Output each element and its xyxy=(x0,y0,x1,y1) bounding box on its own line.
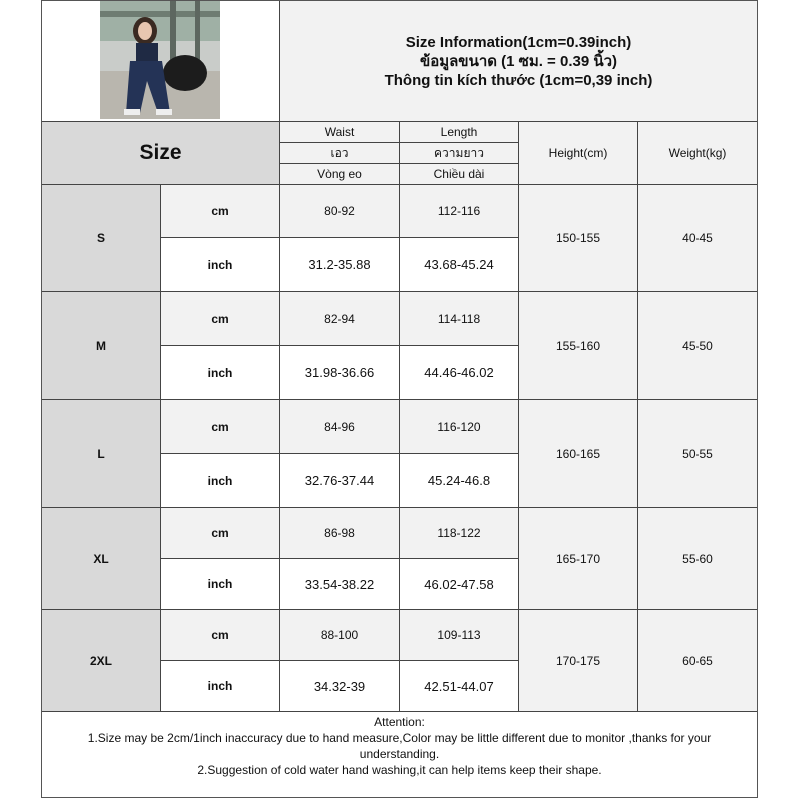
size-info-thai: ข้อมูลขนาด (1 ซม. = 0.39 นิ้ว) xyxy=(419,52,618,70)
size-cell-2xl: 2XL xyxy=(42,610,161,711)
size-info-vietnamese: Thông tin kích thước (1cm=0,39 inch) xyxy=(384,71,653,89)
unit-cm: cm xyxy=(161,292,280,346)
waist-cm-m: 82-94 xyxy=(280,292,400,346)
size-cell-s: S xyxy=(42,185,161,292)
attention-title: Attention: xyxy=(374,715,425,729)
size-info-english: Size Information(1cm=0.39inch) xyxy=(405,33,632,51)
unit-cm: cm xyxy=(161,400,280,454)
size-cell-xl: XL xyxy=(42,508,161,610)
unit-inch: inch xyxy=(161,346,280,400)
unit-inch: inch xyxy=(161,661,280,711)
size-information-header xyxy=(280,1,757,122)
waist-inch-xl: 33.54-38.22 xyxy=(280,559,400,610)
weight-header: Weight(kg) xyxy=(638,122,757,185)
length-inch-2xl: 42.51-44.07 xyxy=(400,661,519,711)
waist-cm-l: 84-96 xyxy=(280,400,400,454)
length-inch-l: 45.24-46.8 xyxy=(400,454,519,508)
size-cell-m: M xyxy=(42,292,161,400)
size-cell-l: L xyxy=(42,400,161,508)
size-chart-sheet xyxy=(41,0,758,798)
weight-s: 40-45 xyxy=(638,185,757,292)
height-l: 160-165 xyxy=(519,400,638,508)
waist-cm-2xl: 88-100 xyxy=(280,610,400,661)
length-inch-m: 44.46-46.02 xyxy=(400,346,519,400)
unit-cm: cm xyxy=(161,610,280,661)
unit-inch: inch xyxy=(161,238,280,292)
waist-inch-2xl: 34.32-39 xyxy=(280,661,400,711)
attention-notes xyxy=(42,711,757,797)
length-cm-m: 114-118 xyxy=(400,292,519,346)
waist-inch-l: 32.76-37.44 xyxy=(280,454,400,508)
unit-inch: inch xyxy=(161,454,280,508)
waist-inch-s: 31.2-35.88 xyxy=(280,238,400,292)
height-header: Height(cm) xyxy=(519,122,638,185)
length-header-en: Length xyxy=(400,122,519,143)
waist-cm-s: 80-92 xyxy=(280,185,400,238)
size-header: Size xyxy=(42,122,280,185)
weight-m: 45-50 xyxy=(638,292,757,400)
length-cm-s: 112-116 xyxy=(400,185,519,238)
weight-2xl: 60-65 xyxy=(638,610,757,711)
height-m: 155-160 xyxy=(519,292,638,400)
length-cm-xl: 118-122 xyxy=(400,508,519,559)
length-inch-xl: 46.02-47.58 xyxy=(400,559,519,610)
length-header-vi: Chiều dài xyxy=(400,164,519,185)
waist-cm-xl: 86-98 xyxy=(280,508,400,559)
waist-header-vi: Vòng eo xyxy=(280,164,400,185)
unit-inch: inch xyxy=(161,559,280,610)
waist-header-en: Waist xyxy=(280,122,400,143)
length-inch-s: 43.68-45.24 xyxy=(400,238,519,292)
weight-xl: 55-60 xyxy=(638,508,757,610)
waist-header-th: เอว xyxy=(280,143,400,164)
unit-cm: cm xyxy=(161,185,280,238)
height-2xl: 170-175 xyxy=(519,610,638,711)
length-header-th: ความยาว xyxy=(400,143,519,164)
attention-note-1: 1.Size may be 2cm/1inch inaccuracy due to hand measure,Color may be little different due to monitor ,thanks for your understanding. xyxy=(87,731,712,761)
length-cm-2xl: 109-113 xyxy=(400,610,519,661)
waist-inch-m: 31.98-36.66 xyxy=(280,346,400,400)
unit-cm: cm xyxy=(161,508,280,559)
product-photo xyxy=(100,1,220,119)
height-xl: 165-170 xyxy=(519,508,638,610)
weight-l: 50-55 xyxy=(638,400,757,508)
length-cm-l: 116-120 xyxy=(400,400,519,454)
height-s: 150-155 xyxy=(519,185,638,292)
attention-note-2: 2.Suggestion of cold water hand washing,it can help items keep their shape. xyxy=(197,763,602,777)
